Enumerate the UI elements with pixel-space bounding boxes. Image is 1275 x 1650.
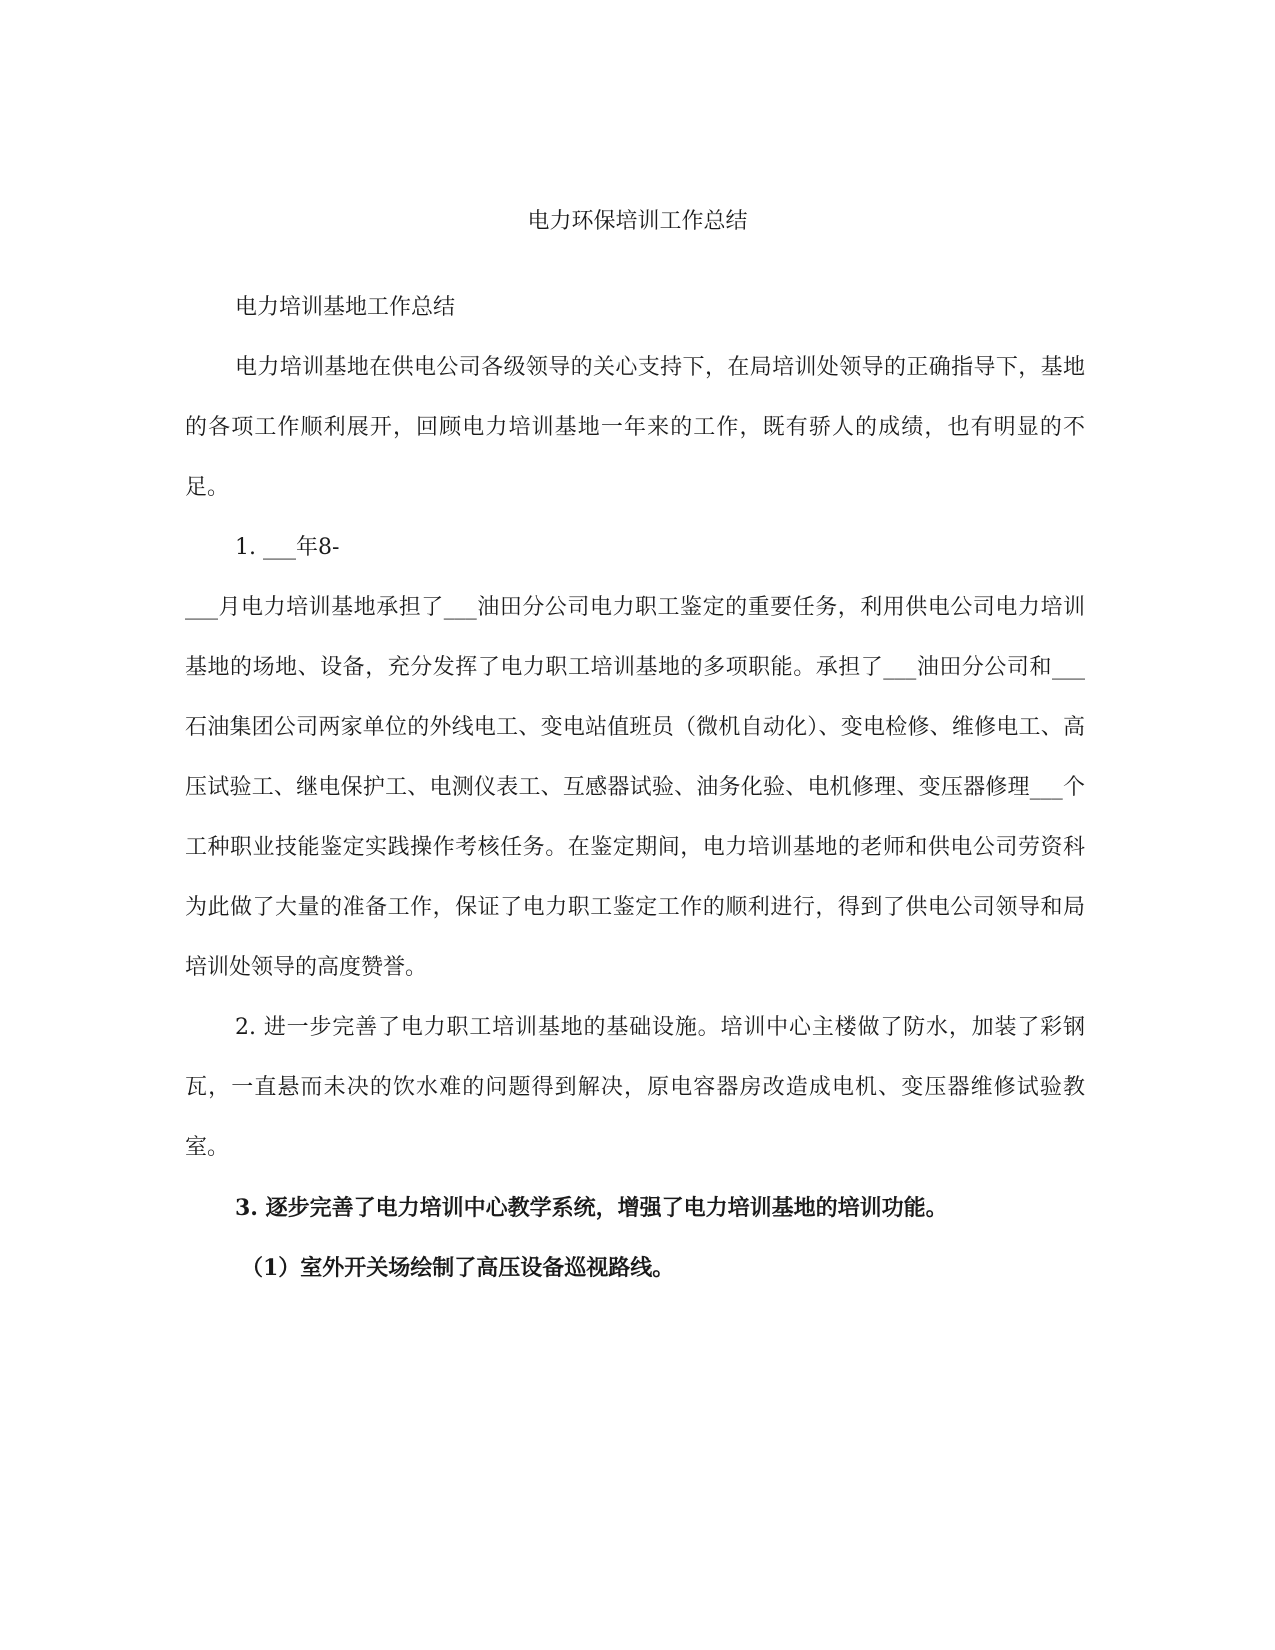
document-title: 电力环保培训工作总结 bbox=[527, 209, 748, 234]
document-body bbox=[185, 278, 1085, 1298]
item-3-heading: 3. 逐步完善了电力培训中心教学系统，增强了电力培训基地的培训功能。 bbox=[235, 1195, 948, 1221]
section-heading: 电力培训基地工作总结 bbox=[235, 295, 456, 320]
item-2-paragraph: 2. 进一步完善了电力职工培训基地的基础设施。培训中心主楼做了防水，加装了彩钢瓦，一直悬而未决的饮水难的问题得到解决，原电容器房改造成电机、变压器维修试验教室。 bbox=[185, 1015, 1085, 1160]
intro-paragraph: 电力培训基地在供电公司各级领导的关心支持下，在局培训处领导的正确指导下，基地的各项工作顺利展开，回顾电力培训基地一年来的工作，既有骄人的成绩，也有明显的不足。 bbox=[185, 355, 1085, 500]
item-3-subitem-1: （1）室外开关场绘制了高压设备巡视路线。 bbox=[241, 1255, 675, 1281]
item-1-paragraph: ___月电力培训基地承担了___油田分公司电力职工鉴定的重要任务，利用供电公司电力培训基地的场地、设备，充分发挥了电力职工培训基地的多项职能。承担了___油田分公司和___石油集团公司两家单位的外线电工、变电站值班员（微机自动化）、变电检修、维修电工、高压试验工、继电保护工、电测仪表工、互感器试验、油务化验、电机修理、变压器修理___个工种职业技能鉴定实践操作考核任务。在鉴定期间，电力培训基地的老师和供电公司劳资科为此做了大量的准备工作，保证了电力职工鉴定工作的顺利进行，得到了供电公司领导和局培训处领导的高度赞誉。 bbox=[185, 595, 1085, 980]
item-1-heading: 1. ___年8- bbox=[235, 535, 340, 560]
